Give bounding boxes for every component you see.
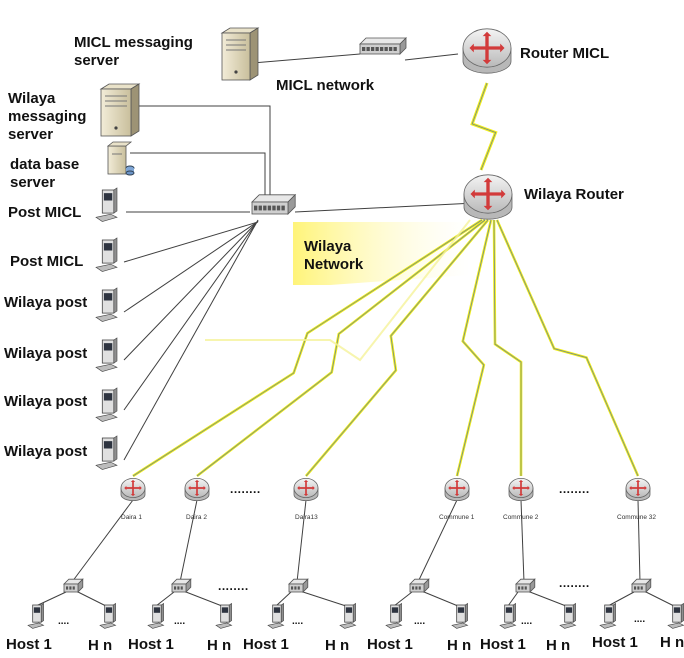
post-label: Post MICL [8,204,82,221]
host-label: Host 1 [592,634,638,651]
host-workstation-icon [216,603,232,628]
wilaya-router-icon [464,175,512,219]
post-wire [124,222,258,313]
switch-to-host-wire [608,592,634,606]
host-label: H n [325,637,350,654]
router-to-switch-wire [72,500,133,582]
host-label: H n [546,637,571,654]
wilaya-messaging-server-label: Wilaya messaging server [8,90,87,143]
workstation-icon [96,238,117,272]
host-workstation-icon [500,603,516,628]
micl-messaging-server-icon [222,28,258,80]
commune-label: Commune 2 [503,514,539,521]
host-label: H n [88,637,113,654]
micl-messaging-server-label: MICL messaging server [74,34,193,69]
host-label: Host 1 [367,636,413,653]
router-icon [445,478,469,500]
wilaya-router-label: Wilaya Router [524,186,624,203]
access-switch-icon [632,579,651,592]
micl-network-label: MICL network [276,77,375,94]
wilaya-switch-icon [252,195,295,214]
router-icon [294,478,318,500]
host-ellipsis: .... [292,616,304,627]
router-lightning-link [494,220,521,476]
host-workstation-icon [28,603,44,628]
commune-label: Commune 32 [617,514,657,521]
switch-ellipsis: ........ [559,576,590,590]
host-label: Host 1 [480,636,526,653]
post-label: Wilaya post [4,393,88,410]
host-label: H n [447,637,472,654]
router-micl-icon [463,29,511,73]
router-ellipsis: ........ [230,482,261,496]
daira-label: Daira13 [295,514,318,521]
host-ellipsis: .... [414,616,426,627]
router-icon [509,478,533,500]
host-workstation-icon [668,603,684,628]
host-workstation-icon [100,603,116,628]
micl-server-to-switch-wire [253,54,360,63]
access-switch-icon [410,579,429,592]
host-workstation-icon [340,603,356,628]
router-icon [626,478,650,500]
router-to-switch-wire [180,500,197,582]
host-ellipsis: .... [174,616,186,627]
host-workstation-icon [268,603,284,628]
daira-label: Daira 1 [121,514,142,521]
router-ellipsis: ........ [559,482,590,496]
daira-label: Daira 2 [186,514,207,521]
switch-to-wilaya-router-wire [295,203,475,212]
switch-to-host-wire [186,592,222,606]
switch-to-host-wire [156,592,174,606]
post-label: Wilaya post [4,294,88,311]
host-workstation-icon [386,603,402,628]
database-server-icon [108,142,134,175]
access-switch-icon [289,579,308,592]
switch-to-host-wire [646,592,674,606]
workstation-icon [96,288,117,322]
wilaya-server-wire [136,106,270,196]
access-switch-icon [172,579,191,592]
device-layer [28,28,684,628]
host-label: Host 1 [128,636,174,653]
host-workstation-icon [560,603,576,628]
host-label: Host 1 [6,636,52,653]
switch-to-host-wire [303,592,346,606]
post-label: Wilaya post [4,443,88,460]
host-workstation-icon [452,603,468,628]
switch-ellipsis: ........ [218,579,249,593]
post-label: Post MICL [10,253,84,270]
router-to-switch-wire [638,500,640,582]
router-lightning-link [497,220,638,476]
micl-network-switch-icon [360,38,406,54]
router-icon [185,478,209,500]
router-to-switch-wire [521,500,524,582]
switch-to-host-wire [530,592,566,606]
post-wire [124,221,258,411]
switch-to-host-wire [424,592,458,606]
wilaya-messaging-server-icon [101,84,139,136]
micl-uplink-lightning [472,83,495,170]
post-label: Wilaya post [4,345,88,362]
router-micl-label: Router MICL [520,45,610,62]
switch-to-router-micl-wire [405,54,458,60]
database-server-wire [130,153,265,196]
switch-to-host-wire [78,592,106,606]
host-ellipsis: .... [634,614,646,625]
workstation-icon [96,338,117,372]
host-workstation-icon [600,603,616,628]
switch-to-host-wire [508,592,518,606]
router-to-switch-wire [418,500,457,582]
access-switch-icon [64,579,83,592]
access-switch-icon [516,579,535,592]
workstation-icon [96,388,117,422]
data-base-server-label: data base server [10,156,80,191]
host-ellipsis: .... [521,616,533,627]
wire-layer [36,54,674,606]
wilaya-network-label: Wilaya Network [304,238,364,273]
router-to-switch-wire [297,500,306,582]
host-ellipsis: .... [58,616,70,627]
workstation-icon [96,188,117,222]
workstation-icon [96,436,117,470]
host-workstation-icon [148,603,164,628]
host-label: Host 1 [243,636,289,653]
host-label: H n [207,637,232,654]
switch-to-host-wire [394,592,412,606]
commune-label: Commune 1 [439,514,475,521]
switch-to-host-wire [36,592,66,606]
host-label: H n [660,634,684,651]
router-icon [121,478,145,500]
